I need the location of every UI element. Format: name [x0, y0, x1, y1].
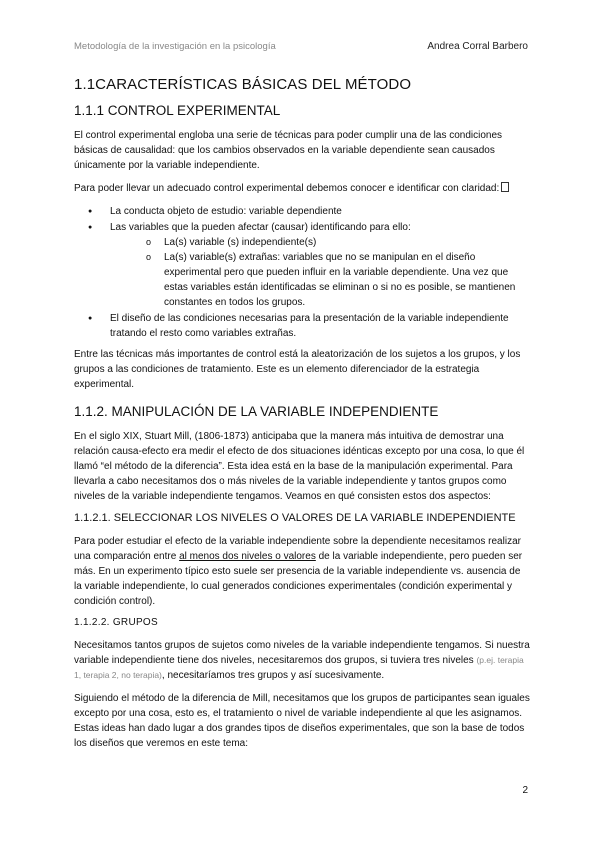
section-title-1-1-2-1: 1.1.2.1. SELECCIONAR LOS NIVELES O VALORES DE LA VARIABLE INDEPENDIENTE — [74, 512, 516, 524]
underlined-emphasis: al menos dos niveles o valores — [179, 551, 316, 562]
paragraph-mill-groups: Siguiendo el método de la diferencia de Mill, necesitamos que los grupos de participantes sean iguales excepto por una cosa, esto es, el tratamiento o nivel de variable independiente al que les asignamos. Estas ideas han dado lugar a dos grandes tipos de diseños experimentales, que son la base de todos los diseños que veremos en este tema: — [74, 693, 530, 749]
page-content — [74, 76, 530, 759]
list-item — [88, 220, 530, 310]
paragraph-control-identify-text: Para poder llevar un adecuado control experimental debemos conocer e identificar con claridad: — [74, 183, 500, 194]
control-bullet-list — [74, 204, 530, 341]
section-title-1-1-2-2: 1.1.2.2. GRUPOS — [74, 617, 158, 628]
paragraph-randomization: Entre las técnicas más importantes de control está la aleatorización de los sujetos a los grupos, y los grupos a las condiciones de tratamiento. Este es un elemento diferenciador de la estrategia experimental. — [74, 349, 521, 390]
sub-list-item-text: La(s) variable (s) independiente(s) — [164, 237, 317, 248]
sub-list-item — [146, 250, 530, 310]
example-note: (p.ej. terapia 1, terapia 2, no terapia) — [74, 655, 524, 680]
control-subbullet-list — [110, 235, 530, 310]
list-item-text: La conducta objeto de estudio: variable dependiente — [110, 206, 342, 217]
paragraph-groups — [74, 638, 530, 683]
list-item — [88, 204, 530, 219]
list-item — [88, 311, 530, 341]
header-author: Andrea Corral Barbero — [427, 41, 528, 52]
missing-glyph-icon — [501, 182, 509, 192]
paragraph-levels-part2: de la variable independiente, pero pueden ser más. En un experimento típico esto suele ser presencia de la variable independiente vs. ausencia de la variable independiente, lo cual generados condiciones experimentales (condición experimental y condición control). — [74, 551, 523, 607]
paragraph-mill-method: En el siglo XIX, Stuart Mill, (1806-1873) anticipaba que la manera más intuitiva de demostrar una relación causa-efecto era medir el efecto de dos situaciones idénticas excepto por una cosa, lo que él llamó “el método de la diferencia”. Esta idea está en la base de la manipulación experimental. Para llevarla a cabo necesitamos dos o más niveles de la variable independiente y tantos grupos como niveles de la variable independiente tengamos. Veamos en qué consisten estos dos aspectos: — [74, 431, 525, 502]
paragraph-groups-part1: Necesitamos tantos grupos de sujetos como niveles de la variable independiente tengamos. Si nuestra variable independiente tiene dos niveles, necesitaremos dos grupos, si tuviera tres niveles — [74, 640, 530, 666]
paragraph-levels — [74, 534, 530, 609]
page-number: 2 — [522, 785, 528, 796]
list-item-text: Las variables que la pueden afectar (causar) identificando para ello: — [110, 222, 411, 233]
paragraph-groups-part2: , necesitaríamos tres grupos y así sucesivamente. — [161, 670, 385, 681]
section-title-1-1-2: 1.1.2. MANIPULACIÓN DE LA VARIABLE INDEPENDIENTE — [74, 404, 439, 419]
list-item-text: El diseño de las condiciones necesarias para la presentación de la variable independiente tratando el resto como variables extrañas. — [110, 313, 509, 339]
paragraph-control-intro: El control experimental engloba una serie de técnicas para poder cumplir una de las condiciones básicas de causalidad: que los cambios observados en la variable dependiente sean causados únicamente por la variable independiente. — [74, 130, 503, 171]
header-course-title: Metodología de la investigación en la psicología — [74, 41, 276, 52]
paragraph-control-identify — [74, 181, 530, 196]
sub-list-item — [146, 235, 530, 250]
sub-list-item-text: La(s) variable(s) extrañas: variables que no se manipulan en el diseño experimental pero que pueden influir en la variable dependiente. Una vez que estas variables están identificadas se eliminan o si no es posible, se mantienen constantes en todos los grupos. — [164, 252, 516, 308]
paragraph-levels-part1: Para poder estudiar el efecto de la variable independiente sobre la dependiente necesitamos realizar una comparación entre — [74, 536, 521, 562]
section-title-1-1: 1.1CARACTERÍSTICAS BÁSICAS DEL MÉTODO — [74, 76, 412, 93]
section-title-1-1-1: 1.1.1 CONTROL EXPERIMENTAL — [74, 103, 281, 118]
